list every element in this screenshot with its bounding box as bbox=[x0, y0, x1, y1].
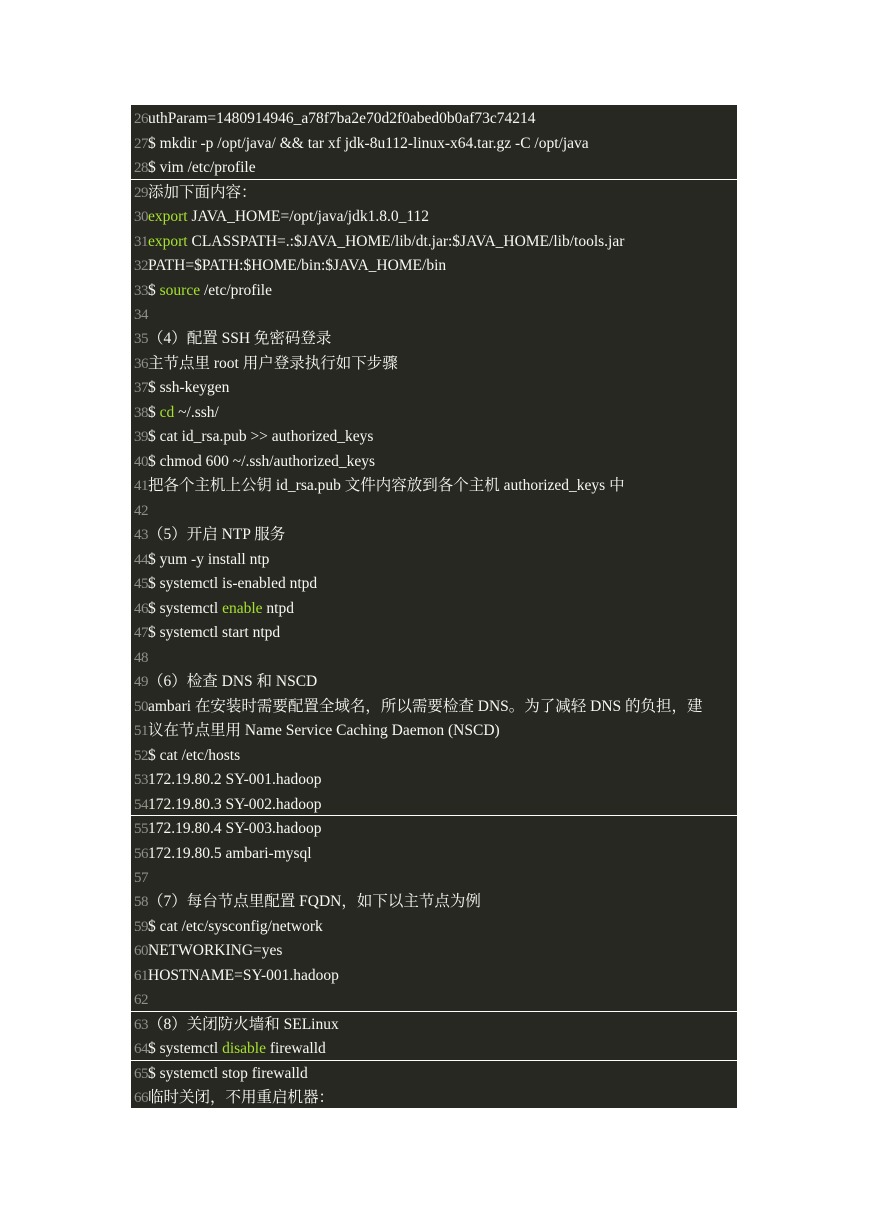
code-line bbox=[131, 646, 737, 670]
line-number: 34 bbox=[134, 307, 148, 323]
line-number: 51 bbox=[134, 723, 148, 739]
line-text bbox=[148, 1086, 334, 1108]
code-line bbox=[131, 793, 737, 817]
code-line bbox=[131, 866, 737, 890]
keyword-token: export bbox=[148, 208, 188, 225]
keyword-token: cd bbox=[159, 404, 175, 421]
line-number: 38 bbox=[134, 405, 148, 421]
code-line bbox=[131, 744, 737, 768]
line-text bbox=[148, 352, 398, 376]
line-number: 63 bbox=[134, 1017, 148, 1033]
line-number: 30 bbox=[134, 209, 148, 225]
code-line bbox=[131, 205, 737, 229]
code-line bbox=[131, 279, 737, 303]
line-text bbox=[148, 621, 280, 645]
line-number: 53 bbox=[134, 772, 148, 788]
keyword-token: disable bbox=[222, 1040, 266, 1057]
text-token: $ systemctl bbox=[148, 600, 223, 617]
text-token: $ cat /etc/hosts bbox=[148, 747, 241, 764]
code-line bbox=[131, 1037, 737, 1061]
text-token: $ ssh-keygen bbox=[148, 379, 230, 396]
code-line bbox=[131, 107, 737, 131]
line-text bbox=[148, 719, 500, 743]
text-token: JAVA_HOME=/opt/java/jdk1.8.0_112 bbox=[187, 208, 430, 225]
line-number: 52 bbox=[134, 748, 148, 764]
line-number: 36 bbox=[134, 356, 148, 372]
code-line bbox=[131, 939, 737, 963]
text-token: $ systemctl is-enabled ntpd bbox=[148, 575, 318, 592]
line-number: 56 bbox=[134, 846, 148, 862]
text-token: $ bbox=[148, 404, 160, 421]
line-number: 27 bbox=[134, 136, 148, 152]
text-token: uthParam=1480914946_a78f7ba2e70d2f0abed0b0af73c74214 bbox=[148, 110, 536, 127]
line-number: 45 bbox=[134, 576, 148, 592]
line-number: 47 bbox=[134, 625, 148, 641]
line-number: 65 bbox=[134, 1066, 148, 1082]
line-text bbox=[148, 401, 219, 425]
code-line bbox=[131, 499, 737, 523]
line-text bbox=[148, 230, 624, 254]
code-line bbox=[131, 401, 737, 425]
code-line bbox=[131, 768, 737, 792]
text-token: $ vim /etc/profile bbox=[148, 159, 256, 176]
code-line bbox=[131, 181, 737, 205]
line-text bbox=[148, 597, 294, 621]
keyword-token: source bbox=[159, 282, 201, 299]
text-token: $ systemctl start ntpd bbox=[148, 624, 281, 641]
line-text bbox=[148, 450, 375, 474]
line-number: 61 bbox=[134, 968, 148, 984]
code-line bbox=[131, 450, 737, 474]
code-line bbox=[131, 523, 737, 547]
text-token: ambari 在安装时需要配置全域名，所以需要检查 DNS。为了减轻 DNS 的负担，建 bbox=[148, 698, 703, 715]
text-token: $ cat id_rsa.pub >> authorized_keys bbox=[148, 428, 374, 445]
text-token: 172.19.80.4 SY-003.hadoop bbox=[148, 820, 322, 837]
code-line bbox=[131, 915, 737, 939]
line-text bbox=[148, 425, 373, 449]
text-token: 议在节点里用 Name Service Caching Daemon (NSCD) bbox=[148, 722, 500, 739]
keyword-token: enable bbox=[222, 600, 263, 617]
text-token: 主节点里 root 用户登录执行如下步骤 bbox=[148, 355, 398, 372]
text-token: 172.19.80.3 SY-002.hadoop bbox=[148, 796, 322, 813]
line-text bbox=[148, 474, 625, 498]
line-text bbox=[148, 376, 229, 400]
line-text bbox=[148, 1037, 326, 1061]
line-number: 54 bbox=[134, 797, 148, 813]
line-number: 58 bbox=[134, 894, 148, 910]
text-token: （8）关闭防火墙和 SELinux bbox=[148, 1016, 339, 1033]
line-number: 41 bbox=[134, 478, 148, 494]
line-text bbox=[148, 744, 240, 768]
code-line bbox=[131, 474, 737, 498]
line-text bbox=[148, 793, 322, 817]
code-line bbox=[131, 230, 737, 254]
line-number: 55 bbox=[134, 821, 148, 837]
line-text bbox=[148, 817, 322, 841]
line-number: 44 bbox=[134, 552, 148, 568]
line-text bbox=[148, 695, 703, 719]
line-text bbox=[148, 523, 285, 547]
line-text bbox=[148, 205, 429, 229]
line-text bbox=[148, 181, 257, 205]
code-line bbox=[131, 695, 737, 719]
line-number: 64 bbox=[134, 1041, 148, 1057]
code-line bbox=[131, 572, 737, 596]
line-text bbox=[148, 939, 282, 963]
line-text bbox=[148, 327, 331, 351]
text-token: （4）配置 SSH 免密码登录 bbox=[148, 330, 332, 347]
keyword-token: export bbox=[148, 233, 188, 250]
line-text bbox=[148, 1062, 308, 1086]
text-token: $ bbox=[148, 282, 160, 299]
text-token: 把各个主机上公钥 id_rsa.pub 文件内容放到各个主机 authorized_keys 中 bbox=[148, 477, 625, 494]
line-text bbox=[148, 964, 339, 988]
line-number: 40 bbox=[134, 454, 148, 470]
code-line bbox=[131, 1013, 737, 1037]
line-number: 43 bbox=[134, 527, 148, 543]
line-text bbox=[148, 132, 589, 156]
code-line bbox=[131, 964, 737, 988]
line-number: 37 bbox=[134, 380, 148, 396]
text-token: NETWORKING=yes bbox=[148, 942, 283, 959]
text-token: /etc/profile bbox=[200, 282, 272, 299]
code-line bbox=[131, 842, 737, 866]
text-token: $ systemctl stop firewalld bbox=[148, 1065, 308, 1082]
text-token: （7）每台节点里配置 FQDN，如下以主节点为例 bbox=[148, 893, 481, 910]
code-line bbox=[131, 132, 737, 156]
code-line bbox=[131, 817, 737, 841]
code-line bbox=[131, 548, 737, 572]
text-token: $ mkdir -p /opt/java/ && tar xf jdk-8u112-linux-x64.tar.gz -C /opt/java bbox=[148, 135, 589, 152]
line-number: 42 bbox=[134, 503, 148, 519]
line-number: 62 bbox=[134, 992, 148, 1008]
text-token: 172.19.80.2 SY-001.hadoop bbox=[148, 771, 322, 788]
line-text bbox=[148, 890, 481, 914]
line-number: 57 bbox=[134, 870, 148, 886]
code-line bbox=[131, 1086, 737, 1108]
line-text bbox=[148, 548, 269, 572]
code-line bbox=[131, 327, 737, 351]
page-break-divider bbox=[131, 179, 737, 180]
line-text bbox=[148, 670, 317, 694]
line-number: 32 bbox=[134, 258, 148, 274]
text-token: （6）检查 DNS 和 NSCD bbox=[148, 673, 318, 690]
code-line bbox=[131, 597, 737, 621]
line-text bbox=[148, 572, 317, 596]
line-text bbox=[148, 156, 256, 180]
text-token: PATH=$PATH:$HOME/bin:$JAVA_HOME/bin bbox=[148, 257, 447, 274]
code-line bbox=[131, 156, 737, 180]
text-token: ntpd bbox=[262, 600, 294, 617]
text-token: $ systemctl bbox=[148, 1040, 223, 1057]
page-break-divider bbox=[131, 815, 737, 816]
line-number: 39 bbox=[134, 429, 148, 445]
text-token: ~/.ssh/ bbox=[174, 404, 219, 421]
line-number: 33 bbox=[134, 283, 148, 299]
text-token: 172.19.80.5 ambari-mysql bbox=[148, 845, 312, 862]
line-number: 48 bbox=[134, 650, 148, 666]
line-text bbox=[148, 842, 312, 866]
text-token: HOSTNAME=SY-001.hadoop bbox=[148, 967, 339, 984]
code-block bbox=[131, 105, 737, 1108]
text-token: 临时关闭，不用重启机器： bbox=[148, 1089, 335, 1106]
code-line bbox=[131, 890, 737, 914]
text-token: 添加下面内容： bbox=[148, 184, 257, 201]
line-number: 46 bbox=[134, 601, 148, 617]
line-number: 50 bbox=[134, 699, 148, 715]
code-line bbox=[131, 254, 737, 278]
code-line bbox=[131, 988, 737, 1012]
line-number: 66 bbox=[134, 1090, 148, 1106]
code-line bbox=[131, 376, 737, 400]
line-number: 60 bbox=[134, 943, 148, 959]
line-number: 28 bbox=[134, 160, 148, 176]
line-number: 59 bbox=[134, 919, 148, 935]
text-token: CLASSPATH=.:$JAVA_HOME/lib/dt.jar:$JAVA_HOME/lib/tools.jar bbox=[187, 233, 625, 250]
text-token: $ cat /etc/sysconfig/network bbox=[148, 918, 323, 935]
page-break-divider bbox=[131, 1060, 737, 1061]
text-token: （5）开启 NTP 服务 bbox=[148, 526, 286, 543]
page-break-divider bbox=[131, 1011, 737, 1012]
line-number: 29 bbox=[134, 185, 148, 201]
code-line bbox=[131, 1062, 737, 1086]
code-line bbox=[131, 303, 737, 327]
line-text bbox=[148, 1013, 339, 1037]
line-number: 26 bbox=[134, 111, 148, 127]
line-text bbox=[148, 254, 446, 278]
code-line bbox=[131, 670, 737, 694]
line-text bbox=[148, 768, 322, 792]
line-number: 35 bbox=[134, 331, 148, 347]
line-number: 49 bbox=[134, 674, 148, 690]
line-text bbox=[148, 915, 323, 939]
code-line bbox=[131, 621, 737, 645]
code-line bbox=[131, 352, 737, 376]
text-token: $ yum -y install ntp bbox=[148, 551, 270, 568]
text-token: $ chmod 600 ~/.ssh/authorized_keys bbox=[148, 453, 376, 470]
line-number: 31 bbox=[134, 234, 148, 250]
line-text bbox=[148, 107, 536, 131]
code-line bbox=[131, 425, 737, 449]
text-token: firewalld bbox=[265, 1040, 326, 1057]
line-text bbox=[148, 279, 272, 303]
code-line bbox=[131, 719, 737, 743]
